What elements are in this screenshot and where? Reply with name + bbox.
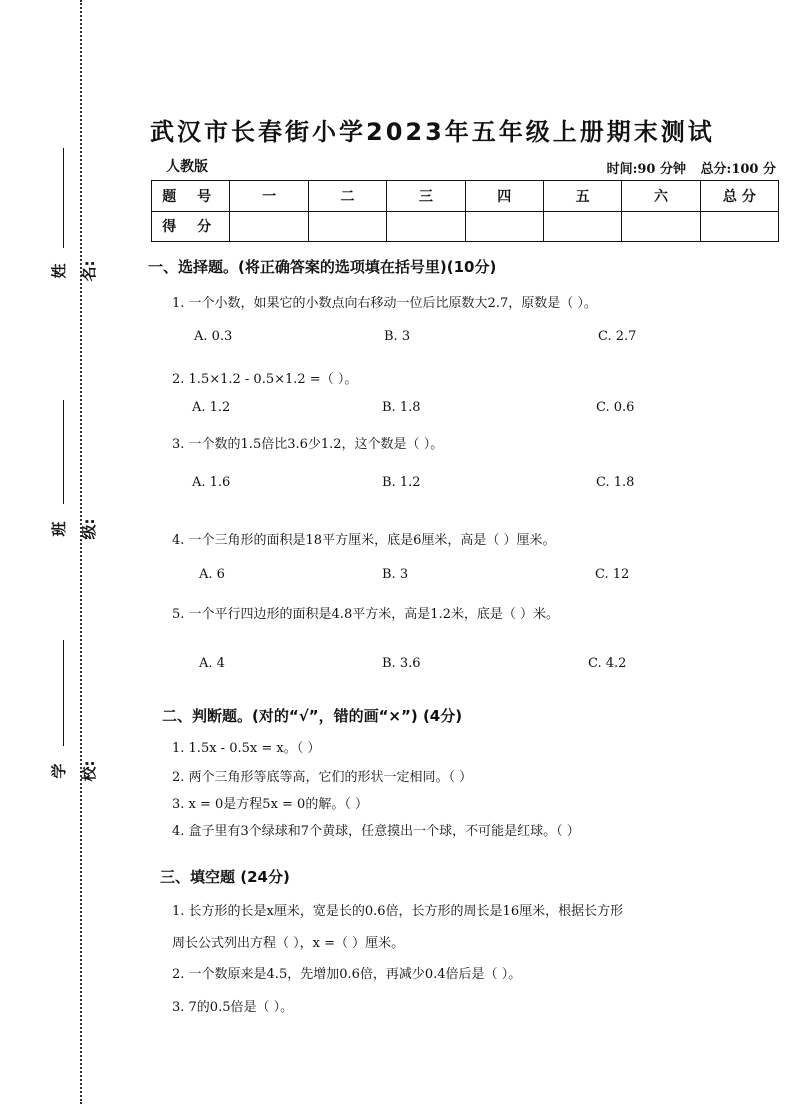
class-line[interactable] bbox=[63, 400, 64, 504]
option-b: B. 3 bbox=[384, 329, 411, 344]
section2-heading: 二、判断题。(对的“√”，错的画“×”) (4分) bbox=[162, 707, 463, 725]
question-1: 1. 一个小数，如果它的小数点向右移动一位后比原数大2.7，原数是（ ）。 bbox=[172, 296, 597, 311]
option-a: A. 6 bbox=[199, 567, 225, 582]
judge-item-1: 1. 1.5x - 0.5x = x。（ ） bbox=[172, 741, 321, 756]
judge-item-4: 4. 盒子里有3个绿球和7个黄球，任意摸出一个球，不可能是红球。（ ） bbox=[172, 824, 580, 839]
school-label: 学校: bbox=[50, 760, 98, 782]
name-line[interactable] bbox=[63, 148, 64, 248]
option-b: B. 1.2 bbox=[382, 475, 421, 490]
score-header-cell: 五 bbox=[543, 181, 621, 212]
score-cell[interactable] bbox=[700, 211, 778, 242]
score-header-cell: 一 bbox=[230, 181, 308, 212]
score-row-label: 得 分 bbox=[152, 211, 230, 242]
question-5: 5. 一个平行四边形的面积是4.8平方米，高是1.2米，底是（ ）米。 bbox=[172, 607, 560, 622]
section1-heading: 一、选择题。(将正确答案的选项填在括号里)(10分) bbox=[148, 258, 497, 276]
option-c: C. 2.7 bbox=[598, 329, 637, 344]
score-table-header-row bbox=[152, 181, 779, 212]
score-cell[interactable] bbox=[622, 211, 700, 242]
score-header-cell: 题 号 bbox=[152, 181, 230, 212]
page-title: 武汉市长春街小学2023年五年级上册期末测试 bbox=[150, 118, 715, 146]
judge-item-3: 3. x = 0是方程5x = 0的解。（ ） bbox=[172, 797, 368, 812]
score-header-cell: 二 bbox=[308, 181, 386, 212]
option-c: C. 4.2 bbox=[588, 656, 627, 671]
score-header-cell: 六 bbox=[622, 181, 700, 212]
fill-item-1: 1. 长方形的长是x厘米，宽是长的0.6倍，长方形的周长是16厘米，根据长方形 bbox=[172, 904, 624, 919]
school-line[interactable] bbox=[63, 640, 64, 746]
option-c: C. 12 bbox=[595, 567, 630, 582]
score-table-score-row bbox=[152, 211, 779, 242]
score-header-cell: 四 bbox=[465, 181, 543, 212]
question-4: 4. 一个三角形的面积是18平方厘米，底是6厘米，高是（ ）厘米。 bbox=[172, 533, 556, 548]
option-b: B. 3 bbox=[382, 567, 409, 582]
name-label: 姓名: bbox=[50, 260, 98, 282]
option-a: A. 4 bbox=[199, 656, 225, 671]
score-table bbox=[151, 180, 779, 242]
binding-dotted-line bbox=[80, 0, 82, 1104]
score-header-cell: 三 bbox=[387, 181, 465, 212]
option-a: A. 1.2 bbox=[192, 400, 231, 415]
fill-item-1-cont: 周长公式列出方程（ ），x =（ ）厘米。 bbox=[172, 936, 405, 951]
option-c: C. 0.6 bbox=[596, 400, 635, 415]
fill-item-2: 2. 一个数原来是4.5，先增加0.6倍，再减少0.4倍后是（ ）。 bbox=[172, 967, 522, 982]
option-b: B. 3.6 bbox=[382, 656, 421, 671]
question-2: 2. 1.5×1.2 - 0.5×1.2 =（ ）。 bbox=[172, 372, 358, 387]
score-cell[interactable] bbox=[543, 211, 621, 242]
option-c: C. 1.8 bbox=[596, 475, 635, 490]
section3-heading: 三、填空题 (24分) bbox=[160, 868, 290, 886]
question-3: 3. 一个数的1.5倍比3.6少1.2，这个数是（ ）。 bbox=[172, 437, 444, 452]
class-label: 班级: bbox=[50, 518, 98, 540]
option-a: A. 0.3 bbox=[194, 329, 233, 344]
option-a: A. 1.6 bbox=[192, 475, 231, 490]
total-score-label: 总分:100 分 bbox=[700, 162, 776, 177]
option-b: B. 1.8 bbox=[382, 400, 421, 415]
score-cell[interactable] bbox=[387, 211, 465, 242]
score-header-cell: 总 分 bbox=[700, 181, 778, 212]
score-cell[interactable] bbox=[230, 211, 308, 242]
exam-meta bbox=[597, 158, 776, 177]
judge-item-2: 2. 两个三角形等底等高，它们的形状一定相同。（ ） bbox=[172, 770, 473, 785]
time-label: 时间:90 分钟 bbox=[606, 162, 686, 177]
score-cell[interactable] bbox=[465, 211, 543, 242]
edition-label: 人教版 bbox=[166, 159, 208, 175]
fill-item-3: 3. 7的0.5倍是（ ）。 bbox=[172, 1000, 294, 1015]
score-cell[interactable] bbox=[308, 211, 386, 242]
